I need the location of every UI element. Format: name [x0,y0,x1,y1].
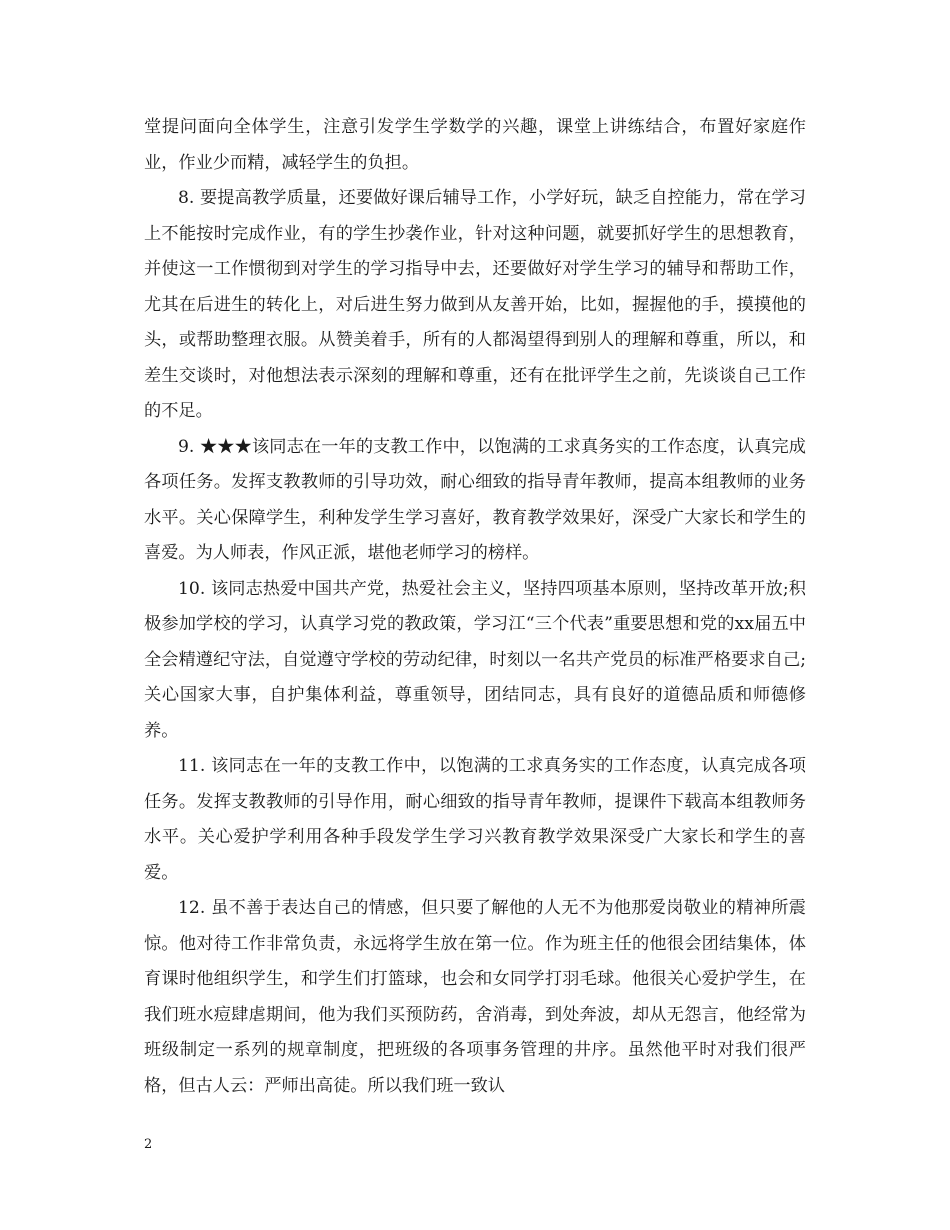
paragraph-item-10: 10. 该同志热爱中国共产党，热爱社会主义，坚持四项基本原则，坚持改革开放;积极参加学校的学习，认真学习党的教政策，学习江“三个代表”重要思想和党的xx届五中全会精遵纪守法，自觉遵守学校的劳动纪律，时刻以一名共产党员的标准严格要求自己;关心国家大事，自护集体利益，尊重领导，团结同志，具有良好的道德品质和师德修养。 [144,578,806,741]
paragraph-item-11: 11. 该同志在一年的支教工作中，以饱满的工求真务实的工作态度，认真完成各项任务。发挥支教教师的引导作用，耐心细致的指导青年教师，提课件下载高本组教师务水平。关心爱护学利用各种手段发学生学习兴教育教学效果深受广大家长和学生的喜爱。 [144,756,806,883]
document-body [144,110,806,1104]
paragraph-item-8: 8. 要提高教学质量，还要做好课后辅导工作，小学好玩，缺乏自控能力，常在学习上不能按时完成作业，有的学生抄袭作业，针对这种问题，就要抓好学生的思想教育，并使这一工作惯彻到对学生的学习指导中去，还要做好对学生学习的辅导和帮助工作，尤其在后进生的转化上，对后进生努力做到从友善开始，比如，握握他的手，摸摸他的头，或帮助整理衣服。从赞美着手，所有的人都渴望得到别人的理解和尊重，所以，和差生交谈时，对他想法表示深刻的理解和尊重，还有在批评学生之前，先谈谈自己工作的不足。 [144,188,806,421]
paragraph-item-12: 12. 虽不善于表达自己的情感，但只要了解他的人无不为他那爱岗敬业的精神所震惊。他对待工作非常负责，永远将学生放在第一位。作为班主任的他很会团结集体，体育课时他组织学生，和学生们打篮球，也会和女同学打羽毛球。他很关心爱护学生，在我们班水痘肆虐期间，他为我们买预防药，舍消毒，到处奔波，却从无怨言，他经常为班级制定一系列的规章制度，把班级的各项事务管理的井序。虽然他平时对我们很严格，但古人云：严师出高徒。所以我们班一致认 [144,898,806,1096]
page-number: 2 [144,1137,153,1152]
paragraph-item-9: 9. ★★★该同志在一年的支教工作中，以饱满的工求真务实的工作态度，认真完成各项任务。发挥支教教师的引导功效，耐心细致的指导青年教师，提高本组教师的业务水平。关心保障学生，利种发学生学习喜好，教育教学效果好，深受广大家长和学生的喜爱。为人师表，作风正派，堪他老师学习的榜样。 [144,436,806,563]
paragraph-continuation: 堂提问面向全体学生，注意引发学生学数学的兴趣，课堂上讲练结合，布置好家庭作业，作业少而精，减轻学生的负担。 [144,117,806,173]
